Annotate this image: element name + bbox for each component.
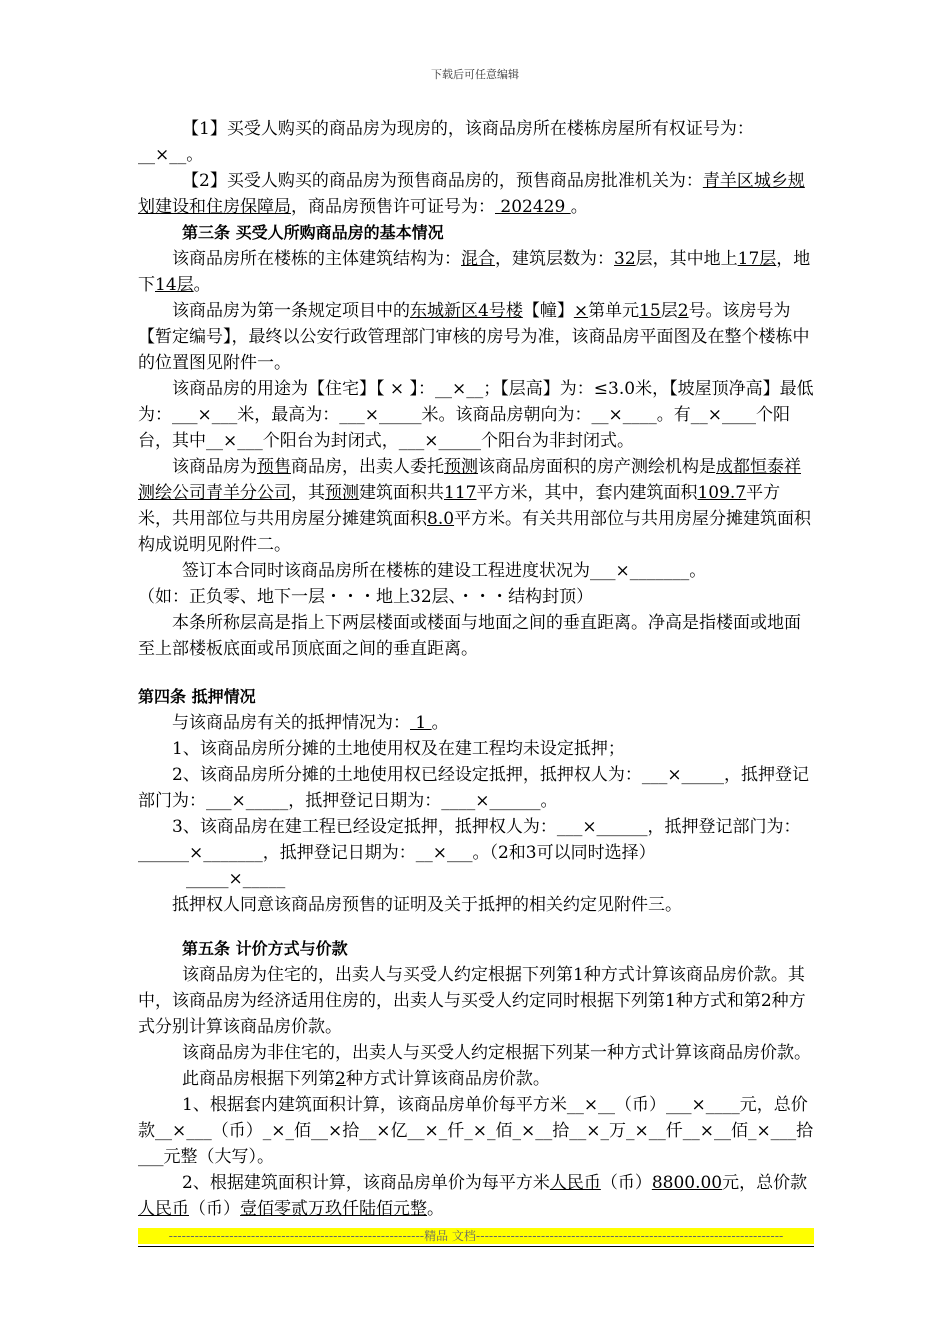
presale-license-number: 202429 [495, 197, 571, 217]
paragraph-mortgage-1: 1、该商品房所分摊的土地使用权及在建工程均未设定抵押； [172, 739, 625, 759]
approval-authority: 青羊区城乡规划建设和住房保障局 [138, 171, 805, 217]
paragraph-house-number: 该商品房为第一条规定项目中的东城新区4号楼【幢】×第单元15层2号。该房号为【暂定编号】，最终以公安行政管理部门审核的房号为准，该商品房平面图及在整个楼栋中的位置图见附件一。 [138, 301, 810, 373]
page-header: 下载后可任意编辑 [431, 68, 519, 81]
paragraph-mortgage-blank: _____×_____ [186, 869, 286, 889]
paragraph-pricing-residential: 该商品房为住宅的，出卖人与买受人约定根据下列第1种方式计算该商品房价款。其中，该商品房为经济适用住房的，出卖人与买受人约定同时根据下列第1种方式和第2种方式分别计算该商品房价款。 [138, 965, 806, 1037]
paragraph-usage: 该商品房的用途为【住宅】【 × 】：__×__；【层高】为：≤3.0米，【坡屋顶净高】最低为：___×___米，最高为：___×_____米。该商品房朝向为：__×____。有__×____个阳台，其中__×___个阳台为封闭式，___×_____个阳台为非封闭式。 [138, 379, 814, 451]
paragraph-pricing-building-area: 2、根据建筑面积计算，该商品房单价为每平方米人民币（币）8800.00元，总价款人民币（币）壹佰零贰万玖仟陆佰元整。 [138, 1173, 808, 1219]
paragraph-mortgage-attachment: 抵押权人同意该商品房预售的证明及关于抵押的相关约定见附件三。 [172, 895, 682, 915]
paragraph-pricing-method: 此商品房根据下列第2种方式计算该商品房价款。 [182, 1069, 550, 1089]
paragraph-area: 该商品房为预售商品房，出卖人委托预测该商品房面积的房产测绘机构是成都恒泰祥测绘公司青羊分公司，其预测建筑面积共117平方米，其中，套内建筑面积109.7平方米，共用部位与共用房屋分摊建筑面积8.0平方米。有关共用部位与共用房屋分摊建筑面积构成说明见附件二。 [138, 457, 812, 555]
paragraph-height-definition: 本条所称层高是指上下两层楼面或楼面与地面之间的垂直距离。净高是指楼面或地面至上部楼板底面或吊顶底面之间的垂直距离。 [138, 613, 801, 659]
paragraph-mortgage-2: 2、该商品房所分摊的土地使用权已经设定抵押，抵押权人为：___×_____，抵押登记部门为：___×_____，抵押登记日期为：____×______。 [138, 765, 810, 811]
section-4-title: 第四条 抵押情况 [138, 687, 256, 706]
paragraph-presale-house: 【2】买受人购买的商品房为预售商品房的，预售商品房批准机关为：青羊区城乡规划建设和住房保障局，商品房预售许可证号为： 202429 。 [138, 171, 805, 217]
document-body [138, 116, 814, 1222]
paragraph-pricing-inner-area: 1、根据套内建筑面积计算，该商品房单价每平方米__×__（币）___×____元，总价款__×___（币）_×_佰__×拾__×亿__×_仟_×_佰_×__拾__×_万_×__仟__×__佰_×___拾___元整（大写）。 [138, 1095, 814, 1167]
paragraph-mortgage-status: 与该商品房有关的抵押情况为： 1 。 [172, 713, 449, 733]
paragraph-existing-house: 【1】买受人购买的商品房为现房的，该商品房所在楼栋房屋所有权证号为：__×__。 [138, 119, 754, 165]
paragraph-pricing-nonresidential: 该商品房为非住宅的，出卖人与买受人约定根据下列某一种方式计算该商品房价款。 [182, 1043, 811, 1063]
section-5-title: 第五条 计价方式与价款 [182, 939, 348, 958]
section-3-title: 第三条 买受人所购商品房的基本情况 [182, 223, 444, 242]
paragraph-mortgage-3: 3、该商品房在建工程已经设定抵押，抵押权人为：___×______，抵押登记部门为：______×_______，抵押登记日期为：__×___。（2和3可以同时选择） [138, 817, 801, 863]
paragraph-progress: 签订本合同时该商品房所在楼栋的建设工程进度状况为___×_______。 [182, 561, 707, 581]
paragraph-progress-example: （如：正负零、地下一层・・・地上32层、・・・结构封顶） [138, 587, 594, 607]
paragraph-structure: 该商品房所在楼栋的主体建筑结构为：混合，建筑层数为：32层，其中地上17层，地下14层。 [138, 249, 811, 295]
page-footer: -----------------------------------------------------------精品 文档----------------------------------------------------------------------- [138, 1228, 814, 1244]
footer-rule [138, 1246, 814, 1247]
